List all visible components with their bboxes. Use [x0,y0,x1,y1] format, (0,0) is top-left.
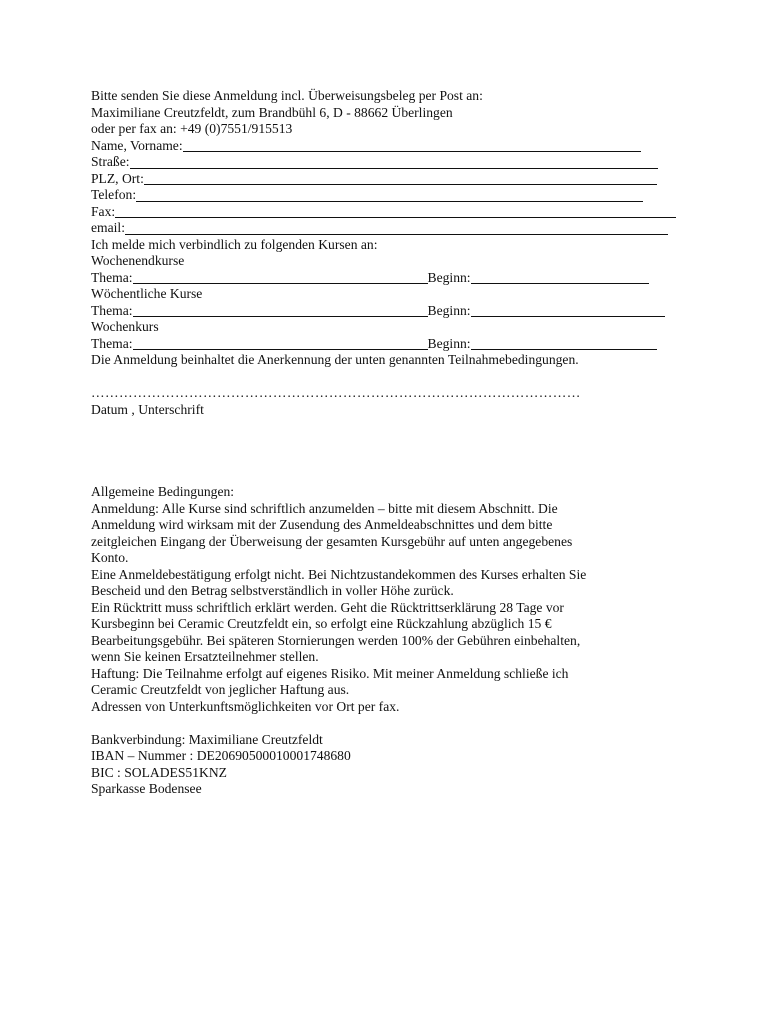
week-topic-fill-line[interactable] [133,337,428,350]
conditions-line: Kursbeginn bei Ceramic Creutzfeldt ein, so erfolgt eine Rückzahlung abzüglich 15 € [91,616,552,631]
header-line-2: Maximiliane Creutzfeldt, zum Brandbühl 6, D - 88662 Überlingen [91,104,453,120]
week-topic-label: Thema: [91,335,133,351]
registration-form-page [91,88,691,798]
zip-field-row [91,171,691,188]
street-field-row [91,154,691,171]
conditions-line: Ceramic Creutzfeldt von jeglicher Haftung aus. [91,682,350,697]
zip-fill-line[interactable] [144,172,657,185]
street-fill-line[interactable] [130,156,658,169]
weekly-course-row [91,303,691,320]
conditions-line: Anmeldung: Alle Kurse sind schriftlich anzumelden – bitte mit diesem Abschnitt. Die [91,500,558,516]
conditions-line: Haftung: Die Teilnahme erfolgt auf eigenes Risiko. Mit meiner Anmeldung schließe ich [91,665,569,681]
fax-fill-line[interactable] [115,205,676,218]
week-start-label: Beginn: [427,335,471,351]
header-line-3: oder per fax an: +49 (0)7551/915513 [91,121,293,136]
email-fill-line[interactable] [125,222,668,235]
conditions-line: Eine Anmeldebestätigung erfolgt nicht. Bei Nichtzustandekommen des Kurses erhalten Sie [91,566,587,582]
signature-dotted-line[interactable]: …………………………………………………………………………………………… [91,385,581,400]
week-start-fill-line[interactable] [471,337,657,350]
week-course-row [91,336,691,353]
weekend-heading: Wochenendkurse [91,253,185,268]
name-fill-line[interactable] [183,139,641,152]
street-label: Straße: [91,154,130,169]
bank-name: Sparkasse Bodensee [91,781,202,796]
fax-field-row [91,204,691,221]
conditions-line: Bescheid und den Betrag selbstverständlich in voller Höhe zurück. [91,583,454,598]
acknowledgement-text: Die Anmeldung beinhaltet die Anerkennung der unten genannten Teilnahmebedingungen. [91,352,579,367]
bank-iban: IBAN – Nummer : DE20690500010001748680 [91,748,351,763]
conditions-line: Ein Rücktritt muss schriftlich erklärt werden. Geht die Rücktrittserklärung 28 Tage vor [91,599,564,615]
phone-fill-line[interactable] [136,189,643,202]
conditions-line: Bearbeitungsgebühr. Bei späteren Stornierungen werden 100% der Gebühren einbehalten, [91,632,581,648]
weekend-topic-label: Thema: [91,269,133,285]
signature-label: Datum , Unterschrift [91,401,204,417]
email-field-row [91,220,691,237]
weekend-start-fill-line[interactable] [471,271,649,284]
weekly-heading: Wöchentliche Kurse [91,286,203,301]
phone-field-row [91,187,691,204]
fax-label: Fax: [91,203,116,219]
conditions-text [91,501,691,716]
conditions-line: wenn Sie keinen Ersatzteilnehmer stellen. [91,649,319,664]
courses-intro: Ich melde mich verbindlich zu folgenden Kursen an: [91,236,378,252]
name-field-row [91,138,691,155]
weekend-start-label: Beginn: [427,269,471,285]
conditions-line: zeitgleichen Eingang der Überweisung der gesamten Kursgebühr auf unten angegebenes [91,533,573,549]
zip-label: PLZ, Ort: [91,170,144,186]
weekly-start-label: Beginn: [427,302,471,318]
weekly-start-fill-line[interactable] [471,304,665,317]
conditions-heading: Allgemeine Bedingungen: [91,484,235,499]
bank-details-line-1: Bankverbindung: Maximiliane Creutzfeldt [91,731,323,747]
week-heading: Wochenkurs [91,319,159,334]
header-line-1: Bitte senden Sie diese Anmeldung incl. Überweisungsbeleg per Post an: [91,88,483,103]
weekend-course-row [91,270,691,287]
email-label: email: [91,220,125,235]
conditions-line: Konto. [91,550,129,565]
conditions-line: Anmeldung wird wirksam mit der Zusendung des Anmeldeabschnittes und dem bitte [91,517,553,532]
name-label: Name, Vorname: [91,137,183,153]
weekly-topic-label: Thema: [91,302,133,318]
bank-bic: BIC : SOLADES51KNZ [91,764,227,780]
phone-label: Telefon: [91,187,137,202]
weekly-topic-fill-line[interactable] [133,304,428,317]
weekend-topic-fill-line[interactable] [133,271,428,284]
conditions-line: Adressen von Unterkunftsmöglichkeiten vor Ort per fax. [91,698,400,714]
